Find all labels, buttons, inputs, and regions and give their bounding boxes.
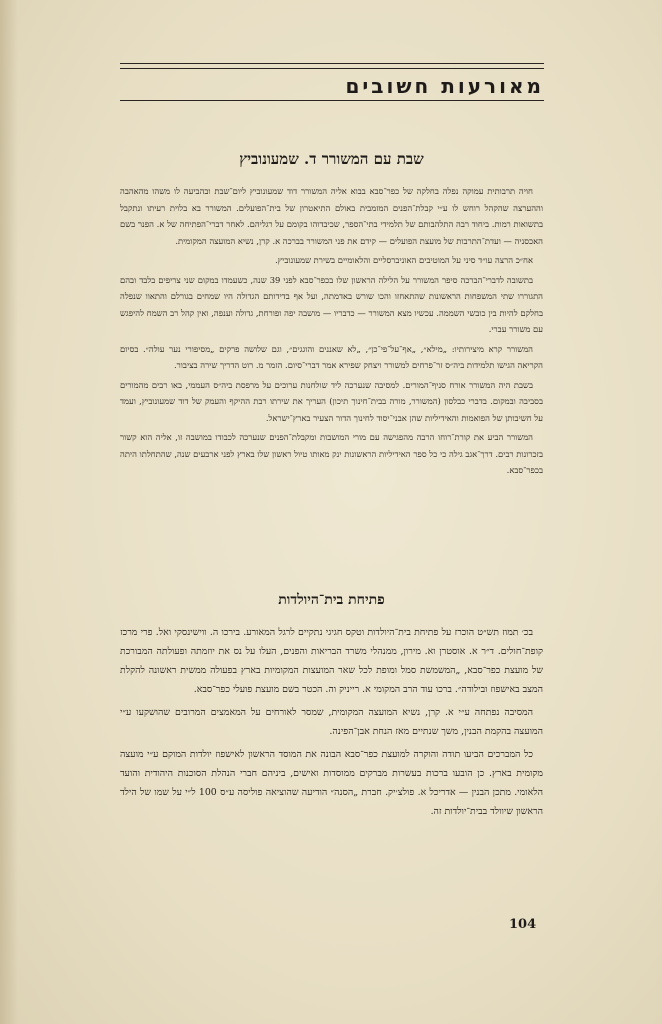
binding-shadow: [0, 0, 18, 1024]
article-shabbat-with-poet: [120, 150, 543, 482]
article-paragraph: כל המברכים הביעו תודה והוקרה למועצת כפר־סבא הבונה את המוסד הראשון לאישפוז יולדות המוקם ע״י מועצה מקומית בארץ. כן הובעו ברכות בעשרות מברקים ממוסדות ואישים, ביניהם חברי הנהלת הסוכנות היהודית והועד הלאומי. מתכן הבנין — אדריכל א. פולצ׳יק. חברת „הסנה״ הודיעה שהוציאה פוליסה ע״ס 100 ל״י על שמו של הילד הראשון שיוולד בבית־יולדות זה.: [120, 749, 544, 817]
masthead-title: מאורעות חשובים: [345, 74, 544, 98]
article-paragraph: אח״כ הרצה עו״ד סיני על המוטיבים האוניברסליים והלאומיים בשירת שמעונוביץ.: [275, 255, 533, 265]
article-maternity-opening: [120, 592, 543, 825]
article-heading: פתיחת בית־היולדות: [278, 592, 385, 608]
article-paragraph: בתשובה לדברי־הברכה סיפר המשורר על הלילה הראשון שלו בכפר־סבא לפני 39 שנה, כשעמדו במקום שני צריפים בלבד ובהם התגוררו שתי המשפחות הראשונות שהתאחזו והכו שורש באדמתה, ועל אף בדידותם הגדולה היו שמחים בגורלם והתאוו שנפלה בחלקם להיות בין כובשי השממה. עכשיו מצא המשורר — כדבריו — מושבה יפה ופורחת, גדולה וענפה, ואין קהל רב השמח להיפגש עם משורר עברי.: [120, 274, 543, 334]
masthead-rule-bottom: [120, 100, 544, 101]
article-heading: שבת עם המשורר ד. שמעונוביץ: [239, 150, 424, 168]
page-number: 104: [509, 917, 537, 932]
article-paragraph: המשורר הביע את קורת־רוחו הרבה מהפגישה עם מורי המושבות ומקבלת־הפנים שנערכה לכבודו במושבה זו, אליה הוא קשור בזכרונות רבים. דרך־אגב גילה כי כל ספר האידיליות הראשונות ינק מאותו טיול ראשון שלו בארץ לפני ארבעים שנה, שהתחלתו היתה בכפר־סבא.: [120, 432, 543, 475]
article-paragraph: המסיבה נפתחה ע״י א. קרן, נשיא המועצה המקומית, שמסר לאורחים על המאמצים המרובים שהושקעו ע״י המועצה בהקמת הבנין, משך שנתיים מאז הנחת אבן־הפינה.: [120, 707, 543, 737]
masthead: [120, 60, 544, 106]
masthead-rule-second: [120, 68, 544, 69]
article-paragraph: בכ׳ תמוז תש״ט הוכרז על פתיחת בית־היולדות וטקס חגיגי נתקיים לרגל המאורע. בירכו ה. ווישינסקי ואל. פרי מרכז קופת־חולים. ד״ר א. אוסטרן וא. מירון, ממנהלי משרד הבריאות והפנים, העלו על נס את יוזמתה ופעולתה המבורכת של מועצת כפר־סבא, „המשמשת סמל ומופת לכל שאר המועצות המקומיות בארץ בפעולה ממשית ראשונה להקלת המצב באישפוז ובילודה״. ברכו עוד הרב המקומי א. רייניק וה. הכטר בשם מועצת פועלי כפר־סבא.: [120, 627, 543, 695]
article-paragraph: חויה תרבותית עמוקה נפלה בחלקה של כפר־סבא בבוא אליה המשורר דוד שמעונוביץ ליום־שבת ובהביעה לו משהו מהאהבה וההערצה שהקהל רוחש לו ע״י קבלת־הפנים המזמבית באולם התיאטרון של בית־הפועלים. המשורר בא בלוית רעיתו ונתקבל בתשואות רמות. ביחוד רבה התלהבותם של תלמידי בתי־הספר, שכיבדוהו בקומם על רגליהם. לאחר דברי־הפתיחה של א. הפנר בשם האכסניה — ועדת־התרבות של מועצת הפועלים — קידם את פני המשורר בברכה א. קרן, נשיא המועצה המקומית.: [120, 186, 543, 246]
article-paragraph: המשורר קרא מיצירותיו: „מילא״, „אף־על־פי־כן״, „לא שאננים והוגגים״, וגם שלושה פרקים „מסיפורי נער עולה״. בסיום הקריאה הגישו תלמידות ביה״ס זר־פרחים למשורר ויצחק שפירא אמר דברי־סיום. הזמר מ. רוט הדריך שירה בציבור.: [120, 343, 543, 370]
masthead-rule-top: [120, 63, 544, 64]
article-paragraph: בשבת היה המשורר אורח סניף־המורים. למסיבה שנערכה ליד שולחנות ערוכים על מרפסת ביה״ס העממי, באו רבים מהמורים בסביבה ובמקום. בדברי כבלסון (המשורר, מורה בבית־חינוך תיכון) העריך את שירתו רבת ההיקף והעמק של דוד שמעונוביץ, ועמד על חשיבותן של הפואמות והאידיליות שהן אבני־יסוד לחינוך הדור הצעיר בארץ־ישראל.: [120, 379, 543, 423]
